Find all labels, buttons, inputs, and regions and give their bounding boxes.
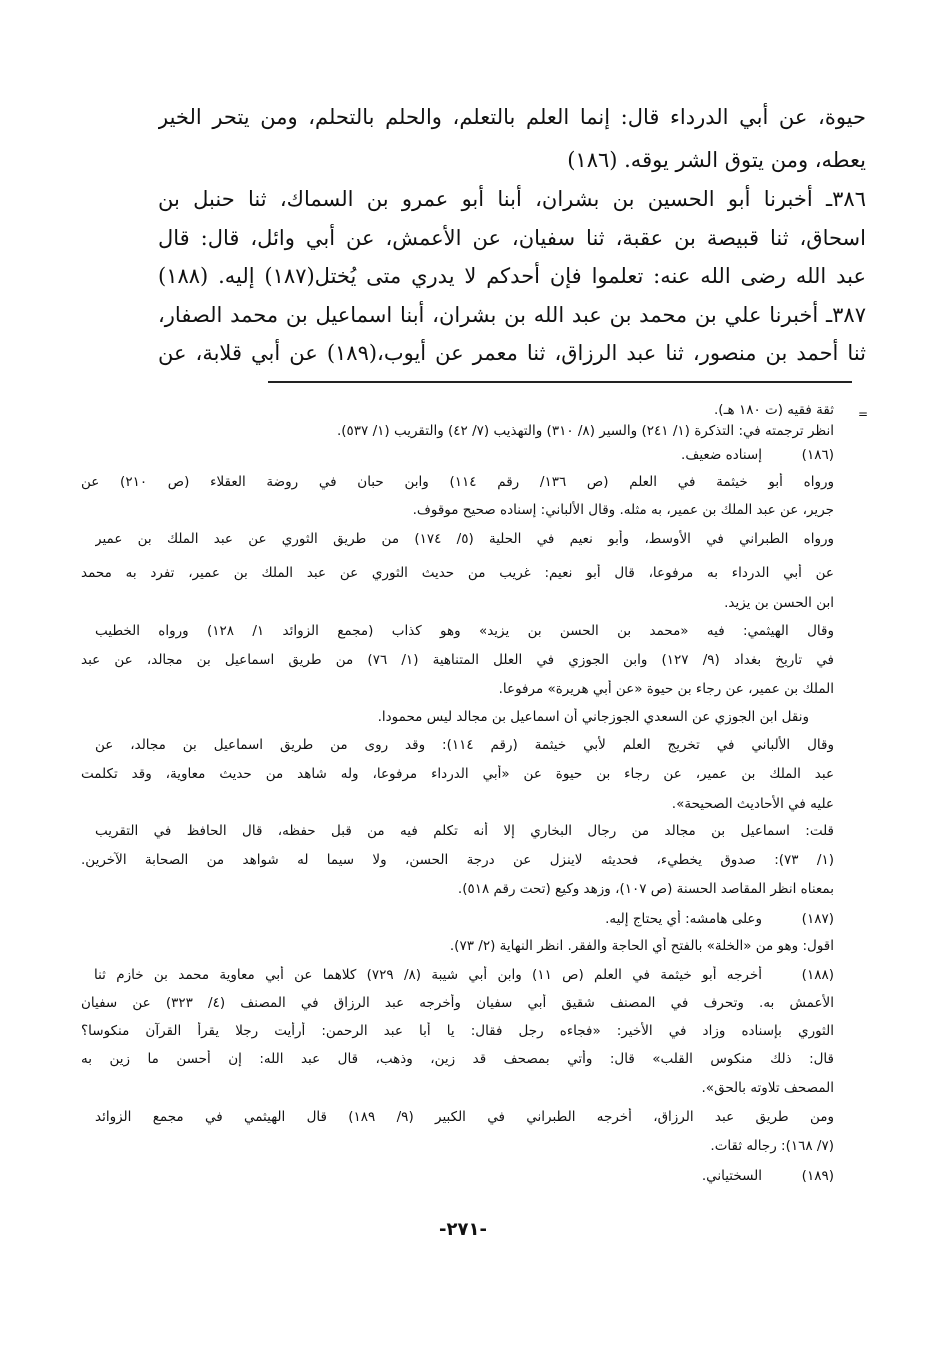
footnote-line: ورواه الطبراني في الأوسط، وأبو نعيم في الحلية (٥/ ١٧٤) من طريق الثوري عن عبد الملك بن عمير xyxy=(95,531,834,547)
footnote-line: المصحف تلاوته بالحق». xyxy=(701,1080,834,1096)
page-number: -٢٧١- xyxy=(439,1219,487,1240)
footnote-line: ورواه أبو خيثمة في العلم (ص ١٣٦/ رقم ١١٤) وابن حبان في روضة العقلاء (ص ٢١٠) عن xyxy=(81,474,834,490)
footnote-number: (١٨٨) xyxy=(801,967,834,983)
footnote-line: أخرجه أبو خيثمة في العلم (ص ١١) وابن أبي شيبة (٨/ ٧٢٩) كلاهما عن أبي معاوية محمد بن خازم ثنا xyxy=(94,967,762,983)
footnote-line: وعلى هامشه: أي يحتاج إليه. xyxy=(605,911,762,927)
footnote-line: انظر ترجمته في: التذكرة (١/ ٢٤١) والسير (٨/ ٣١٠) والتهذيب (٧/ ٤٢) والتقريب (١/ ٥٣٧). xyxy=(336,423,834,439)
footnote-line: السختياني. xyxy=(701,1168,762,1184)
footnote-line: وقال الألباني في تخريج العلم لأبي خيثمة (رقم ١١٤): وقد روى من طريق اسماعيل بن مجالد، عن xyxy=(95,737,834,753)
main-text-line: اسحاق، ثنا قبيصة بن عقبة، ثنا سفيان، عن الأعمش، عن أبي وائل، قال: قال xyxy=(158,226,866,250)
continuation-marker: = xyxy=(858,407,869,421)
footnote-line: إسناده ضعيف. xyxy=(681,447,762,463)
footnote-line: بمعناه انظر المقاصد الحسنة (ص ١٠٧)، وزهد وكيع (تحت رقم ٥١٨). xyxy=(457,881,834,897)
main-text-line: يعطه، ومن يتوق الشر يوقه. (١٨٦) xyxy=(567,148,866,172)
footnote-line: قال: ذلك منكوس القلب» قال: وأتي بمصحف قد زين، وذهب، قال عبد الله: إن أحسن ما زين به xyxy=(81,1051,834,1067)
footnote-line: ثقة فقيه (ت ١٨٠ هـ). xyxy=(714,402,834,418)
footnote-line: في تاريخ بغداد (٩/ ١٢٧) وابن الجوزي في العلل المتناهية (١/ ٧٦) من طريق اسماعيل بن مجالد، عن عبد xyxy=(81,652,834,668)
footnote-line: الملك بن عمير، عن رجاء بن حيوة «عن أبي هريرة» مرفوعا. xyxy=(498,681,834,697)
main-text-line: ٣٨٦ـ أخبرنا أبو الحسين بن بشران، أبنا أبو عمرو بن السماك، ثنا حنبل بن xyxy=(158,187,866,211)
footnote-line: ومن طريق عبد الرزاق، أخرجه الطبراني في الكبير (٩/ ١٨٩) قال الهيثمي في مجمع الزوائد xyxy=(95,1109,834,1125)
footnote-line: (٧/ ١٦٨): رجاله ثقات. xyxy=(710,1138,834,1154)
footnote-line: قلت: اسماعيل بن مجالد من رجال البخاري إلا أنه تكلم فيه من قبل حفظه، قال الحافظ في التقريب xyxy=(95,823,834,839)
footnote-line: جرير، عن عبد الملك بن عمير، به مثله. وقال الألباني: إسناده صحيح موقوف. xyxy=(412,502,834,518)
footnote-line: الأعمش به. وتحرف في المصنف شقيق أبي سفيان وأخرجه عبد الرزاق في المصنف (٤/ ٣٢٣) عن سفيان xyxy=(81,995,834,1011)
footnote-line: (١/ ٧٣): صدوق يخطيء، فحديثه لاينزل عن درجة الحسن، ولا سيما له شواهد من الصحابة الآخرين. xyxy=(81,852,834,868)
main-text-line: عبد الله رضى الله عنه: تعلموا فإن أحدكم لا يدري متى يُختل(١٨٧) إليه. (١٨٨) xyxy=(158,264,866,288)
main-text-line: ٣٨٧ـ أخبرنا علي بن محمد بن عبد الله بن بشران، أبنا اسماعيل بن محمد الصفار، xyxy=(158,303,866,327)
footnote-number: (١٨٧) xyxy=(801,911,834,927)
footnote-line: عليه في الأحاديث الصحيحة». xyxy=(671,796,834,812)
footnote-number: (١٨٦) xyxy=(801,447,834,463)
footnote-separator xyxy=(268,381,852,383)
main-text-line: حيوة، عن أبي الدرداء قال: إنما العلم بالتعلم، والحلم بالتحلم، ومن يتحر الخير xyxy=(158,105,866,129)
footnote-line: عبد الملك بن عمير، عن رجاء بن حيوة عن «أبي الدرداء مرفوعا، وله شاهد من حديث معاوية، وقد تكلمت xyxy=(81,766,834,782)
footnote-line: اقول: وهو من «الخلة» بالفتح أي الحاجة والفقر. انظر النهاية (٢/ ٧٣). xyxy=(449,938,834,954)
footnote-line: ابن الحسن بن يزيد. xyxy=(724,595,834,611)
footnote-number: (١٨٩) xyxy=(801,1168,834,1184)
footnote-line: عن أبي الدرداء به مرفوعا، قال أبو نعيم: غريب من حديث الثوري عن عبد الملك بن عمير، تفرد به محمد xyxy=(81,565,834,581)
footnote-line: الثوري بإسناده وزاد في الأخير: «فجاءه رجل فقال: يا أبا عبد الرحمن: أرأيت رجلا يقرأ القرآن منكوسا؟ xyxy=(81,1023,834,1039)
main-text-line: ثنا أحمد بن منصور، ثنا عبد الرزاق، ثنا معمر عن أيوب،(١٨٩) عن أبي قلابة، عن xyxy=(158,341,866,365)
footnote-line: وقال الهيثمي: فيه «محمد بن الحسن بن يزيد» وهو كذاب (مجمع الزوائد ١/ ١٢٨) ورواه الخطيب xyxy=(95,623,834,639)
footnote-line: ونقل ابن الجوزي عن السعدي الجوزجاني أن اسماعيل بن مجالد ليس محمودا. xyxy=(377,709,809,725)
